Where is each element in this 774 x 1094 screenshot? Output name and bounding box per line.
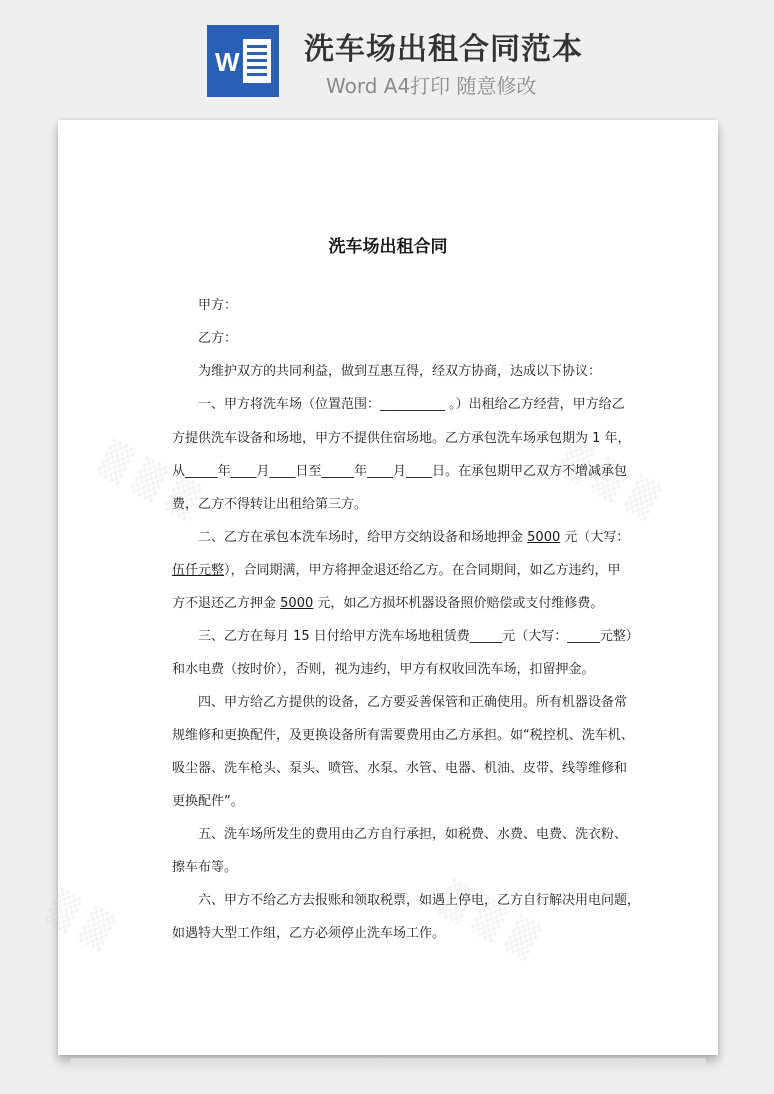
deposit-amount: 5000 — [527, 530, 561, 545]
clause-1-line-1: 一、甲方将洗车场（位置范围：__________ 。）出租给乙方经营，甲方给乙 — [198, 397, 625, 412]
clause-5-line-2: 擦车布等。 — [172, 860, 238, 875]
clause-2-text: 二、乙方在承包本洗车场时，给甲方交纳设备和场地押金 — [198, 530, 524, 545]
clause-4-line-3: 吸尘器、洗车枪头、泵头、喷管、水泵、水管、电器、机油、皮带、线等维修和 — [172, 761, 628, 776]
word-icon-letter: W — [215, 47, 240, 77]
document-title: 洗车场出租合同 — [328, 237, 448, 257]
header — [0, 0, 774, 118]
clause-2-text: ），合同期满，甲方将押金退还给乙方。在合同期间，如乙方违约，甲 — [224, 563, 621, 578]
clause-4-line-2: 规维修和更换配件，及更换设备所有需要费用由乙方承担。如“税控机、洗车机、 — [172, 728, 634, 743]
clause-5-line-1: 五、洗车场所发生的费用由乙方自行承担，如税费、水费、电费、洗衣粉、 — [198, 827, 628, 842]
party-b-line: 乙方： — [198, 331, 238, 346]
clause-1-line-3: 从_____年____月____日至_____年____月____日。在承包期甲乙双方不增减承包 — [172, 464, 628, 479]
clause-6-line-2: 如遇特大型工作组，乙方必须停止洗车场工作。 — [172, 926, 446, 941]
clause-6-line-1: 六、甲方不给乙方去报账和领取税票，如遇上停电，乙方自行解决用电问题， — [198, 893, 641, 908]
deposit-amount: 5000 — [280, 596, 314, 611]
clause-2-line-1 — [198, 528, 629, 548]
clause-1-line-2: 方提供洗车设备和场地，甲方不提供住宿场地。乙方承包洗车场承包期为 1 年， — [172, 431, 631, 446]
clause-2-line-2 — [172, 561, 621, 581]
intro-line: 为维护双方的共同利益，做到互惠互得，经双方协商，达成以下协议： — [198, 364, 602, 379]
clause-2-line-3 — [172, 594, 603, 614]
clause-2-text: 方不退还乙方押金 — [172, 596, 277, 611]
clause-1-line-4: 费，乙方不得转让出租给第三方。 — [172, 497, 368, 512]
page-title: 洗车场出租合同范本 — [304, 32, 583, 67]
watermark-decoration: ▒ ▒ ▒ — [434, 878, 544, 962]
clause-2-text: 元（大写： — [564, 530, 630, 545]
watermark-decoration: ▒ ▒ ▒ — [554, 438, 664, 522]
clause-4-line-1: 四、甲方给乙方提供的设备，乙方要妥善保管和正确使用。所有机器设备常 — [198, 695, 628, 710]
watermark-decoration: ▒ ▒ ▒ — [94, 438, 204, 522]
party-a-line: 甲方： — [198, 298, 238, 313]
clause-4-line-4: 更换配件”。 — [172, 794, 244, 809]
document-page — [42, 120, 718, 1055]
deposit-amount-words: 伍仟元整 — [172, 563, 225, 578]
page-shadow — [70, 1058, 706, 1074]
clause-2-text: 元，如乙方损坏机器设备照价赔偿或支付维修费。 — [317, 596, 604, 611]
clause-3-line-2: 和水电费（按时价），否则，视为违约，甲方有权收回洗车场，扣留押金。 — [172, 662, 595, 677]
page-subtitle: Word A4打印 随意修改 — [326, 74, 537, 98]
word-icon — [207, 25, 279, 97]
clause-3-line-1: 三、乙方在每月 15 日付给甲方洗车场地租赁费_____元（大写：_____元整） — [198, 629, 639, 644]
watermark-decoration: ▒ ▒ — [42, 887, 118, 953]
